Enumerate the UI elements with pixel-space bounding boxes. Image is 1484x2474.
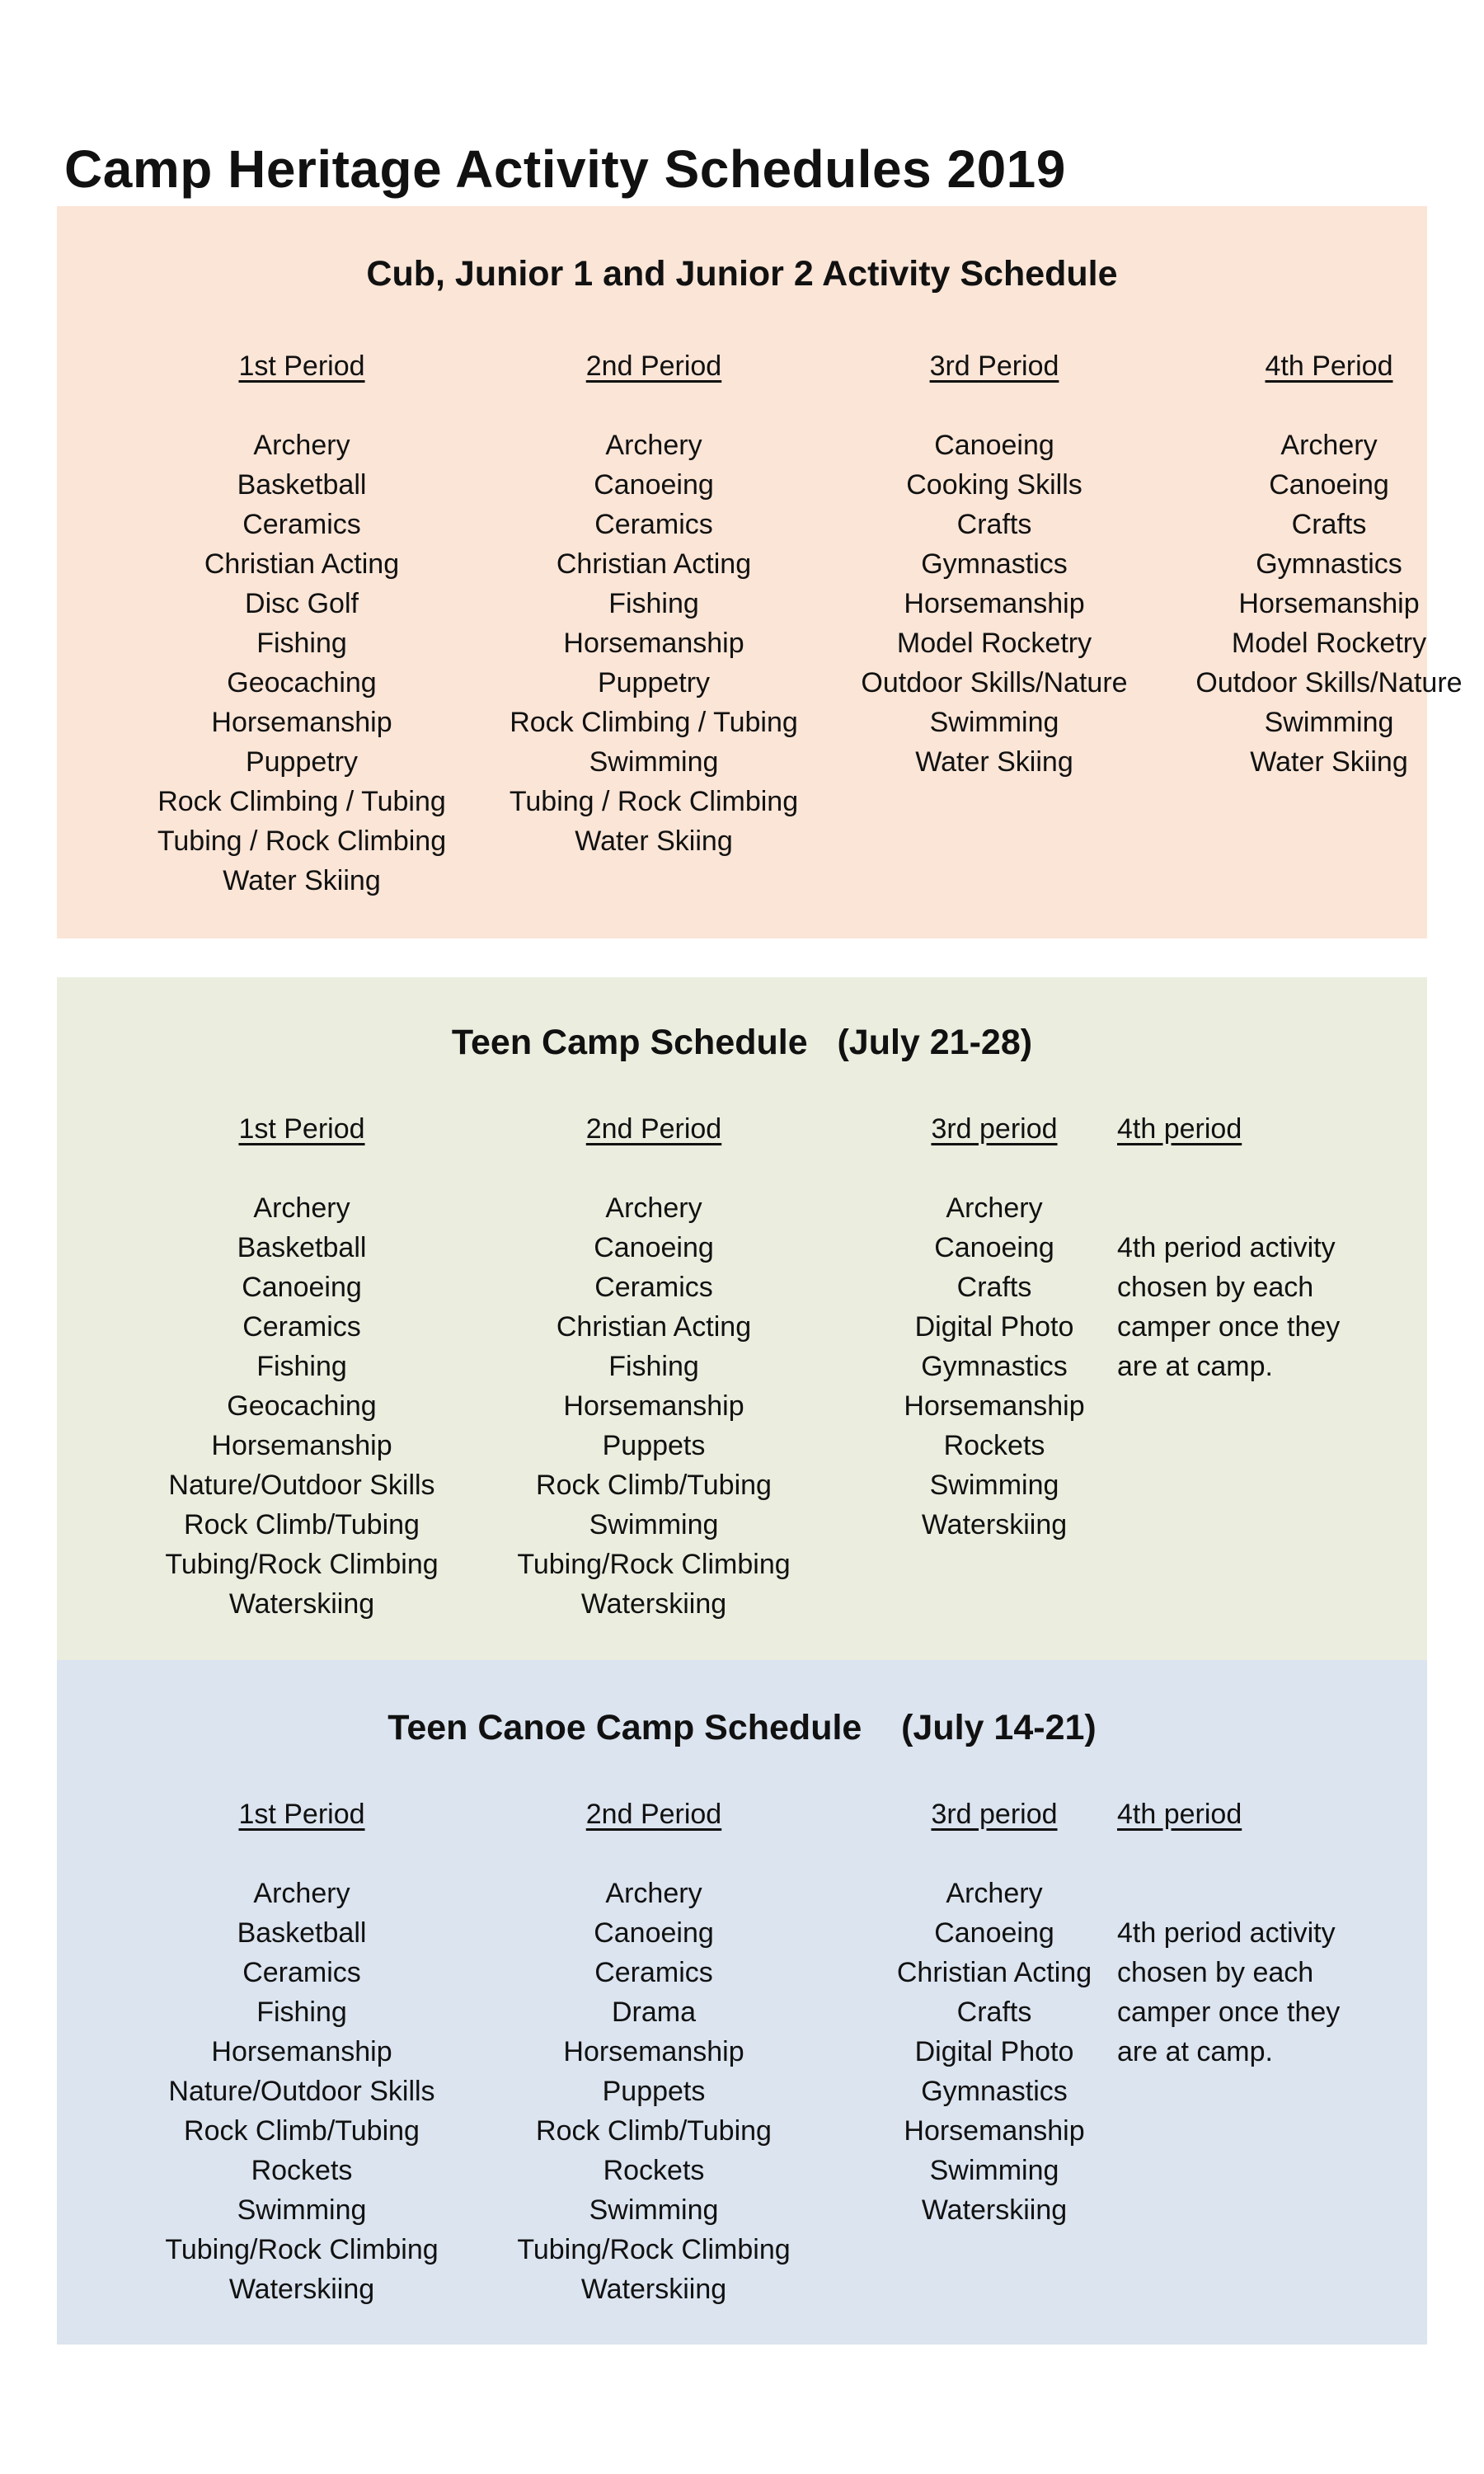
activity-item: Rock Climbing / Tubing	[157, 786, 446, 817]
activity-item: Gymnastics	[921, 1351, 1068, 1382]
activity-item: Christian Acting	[556, 548, 752, 580]
activity-item: Canoeing	[934, 1232, 1054, 1263]
activity-item: Archery	[253, 1878, 350, 1909]
activity-item: Nature/Outdoor Skills	[168, 1470, 435, 1501]
activity-item: Horsemanship	[211, 707, 392, 738]
period-header: 1st Period	[238, 350, 365, 382]
page-title: Camp Heritage Activity Schedules 2019	[64, 139, 1066, 199]
period-column-4	[1148, 346, 1484, 782]
activity-item: Canoeing	[594, 1232, 714, 1263]
activity-item: Archery	[946, 1192, 1043, 1224]
section-title: Cub, Junior 1 and Junior 2 Activity Schedule	[366, 254, 1118, 294]
activity-item: Water Skiing	[575, 825, 733, 857]
activity-item: Archery	[253, 430, 350, 461]
activity-item: Crafts	[956, 1272, 1032, 1303]
activity-item: Crafts	[956, 1997, 1032, 2028]
activity-item: Archery	[605, 1192, 702, 1224]
activity-item: Fishing	[256, 1997, 347, 2028]
activity-item: Canoeing	[934, 1917, 1054, 1949]
activity-item: Basketball	[237, 469, 367, 501]
activity-item: Swimming	[929, 707, 1059, 738]
period-column-1	[120, 1794, 483, 2309]
activity-item: Puppetry	[245, 746, 359, 778]
period-column-4	[1117, 1109, 1480, 1386]
activity-item: Canoeing	[934, 430, 1054, 461]
activity-item: Swimming	[589, 2194, 719, 2226]
section-title: Teen Camp Schedule (July 21-28)	[451, 1023, 1033, 1062]
activity-item: Tubing/Rock Climbing	[165, 1549, 439, 1580]
activity-item: Waterskiing	[921, 1509, 1068, 1540]
activity-item: Basketball	[237, 1232, 367, 1263]
activity-item: Tubing/Rock Climbing	[165, 2234, 439, 2265]
period-header: 2nd Period	[585, 1113, 722, 1145]
activity-item: Horsemanship	[904, 1390, 1085, 1422]
period-column-1	[120, 346, 483, 901]
activity-item: Gymnastics	[1256, 548, 1402, 580]
activity-item: Model Rocketry	[1231, 628, 1427, 659]
activity-item: Canoeing	[1269, 469, 1389, 501]
activity-item: Ceramics	[594, 1957, 713, 1988]
activity-item: Cooking Skills	[906, 469, 1082, 501]
activity-item: Waterskiing	[228, 1588, 375, 1620]
activity-item: Swimming	[237, 2194, 367, 2226]
activity-item: Fishing	[256, 628, 347, 659]
activity-item: Christian Acting	[556, 1311, 752, 1343]
activity-item: Swimming	[589, 1509, 719, 1540]
activity-item: Swimming	[929, 2155, 1059, 2186]
activity-item: Model Rocketry	[896, 628, 1092, 659]
activity-item: Rockets	[251, 2155, 353, 2186]
period-header: 1st Period	[238, 1799, 365, 1830]
activity-item: Christian Acting	[896, 1957, 1092, 1988]
activity-item: Swimming	[1264, 707, 1394, 738]
activity-item: Ceramics	[242, 1957, 361, 1988]
activity-item: Fishing	[608, 1351, 699, 1382]
period-column-2	[472, 346, 835, 861]
activity-item: Nature/Outdoor Skills	[168, 2076, 435, 2107]
activity-item: Ceramics	[242, 509, 361, 540]
activity-item: Gymnastics	[921, 2076, 1068, 2107]
activity-item: Water Skiing	[223, 865, 381, 896]
activity-item: Rock Climb/Tubing	[536, 1470, 772, 1501]
activity-item: Archery	[605, 1878, 702, 1909]
period-column-1	[120, 1109, 483, 1624]
period-header: 1st Period	[238, 1113, 365, 1145]
activity-item: Fishing	[256, 1351, 347, 1382]
activity-item: Archery	[253, 1192, 350, 1224]
period-note: 4th period activity chosen by each camper once they are at camp.	[1117, 1917, 1341, 2067]
activity-item: Outdoor Skills/Nature	[1195, 667, 1463, 698]
activity-item: Rock Climbing / Tubing	[510, 707, 798, 738]
period-header: 3rd Period	[929, 350, 1059, 382]
activity-item: Swimming	[589, 746, 719, 778]
period-column-2	[472, 1109, 835, 1624]
activity-item: Outdoor Skills/Nature	[861, 667, 1128, 698]
activity-item: Rockets	[603, 2155, 705, 2186]
activity-item: Gymnastics	[921, 548, 1068, 580]
activity-item: Puppets	[602, 2076, 706, 2107]
period-header: 2nd Period	[585, 1799, 722, 1830]
activity-item: Canoeing	[594, 1917, 714, 1949]
activity-item: Puppets	[602, 1430, 706, 1461]
activity-item: Crafts	[1291, 509, 1367, 540]
activity-item: Tubing/Rock Climbing	[517, 1549, 791, 1580]
activity-item: Archery	[605, 430, 702, 461]
activity-item: Christian Acting	[204, 548, 400, 580]
activity-item: Ceramics	[594, 1272, 713, 1303]
activity-item: Swimming	[929, 1470, 1059, 1501]
activity-item: Horsemanship	[904, 588, 1085, 619]
activity-item: Rock Climb/Tubing	[184, 2115, 420, 2147]
activity-item: Tubing/Rock Climbing	[517, 2234, 791, 2265]
activity-item: Geocaching	[227, 1390, 377, 1422]
activity-item: Tubing / Rock Climbing	[157, 825, 447, 857]
period-column-4	[1117, 1794, 1480, 2072]
period-header: 4th Period	[1265, 350, 1393, 382]
activity-item: Water Skiing	[915, 746, 1073, 778]
teen-camp-schedule-section	[57, 977, 1427, 1660]
activity-item: Archery	[946, 1878, 1043, 1909]
period-note: 4th period activity chosen by each camper once they are at camp.	[1117, 1232, 1341, 1382]
period-column-2	[472, 1794, 835, 2309]
activity-item: Basketball	[237, 1917, 367, 1949]
period-header: 2nd Period	[585, 350, 722, 382]
activity-item: Tubing / Rock Climbing	[509, 786, 799, 817]
activity-item: Waterskiing	[921, 2194, 1068, 2226]
activity-item: Ceramics	[594, 509, 713, 540]
cub-junior-schedule-section	[57, 206, 1463, 938]
activity-item: Puppetry	[597, 667, 711, 698]
activity-item: Canoeing	[594, 469, 714, 501]
activity-item: Water Skiing	[1250, 746, 1408, 778]
activity-item: Horsemanship	[1238, 588, 1420, 619]
activity-item: Disc Golf	[245, 588, 359, 619]
activity-item: Rock Climb/Tubing	[536, 2115, 772, 2147]
period-header: 3rd period	[931, 1799, 1058, 1830]
activity-item: Digital Photo	[914, 2036, 1074, 2067]
activity-item: Drama	[611, 1997, 697, 2028]
activity-item: Rockets	[943, 1430, 1045, 1461]
period-header: 4th period	[1117, 1113, 1242, 1145]
activity-item: Horsemanship	[563, 1390, 744, 1422]
activity-item: Archery	[1280, 430, 1378, 461]
activity-item: Fishing	[608, 588, 699, 619]
activity-item: Horsemanship	[211, 2036, 392, 2067]
activity-item: Waterskiing	[580, 1588, 727, 1620]
period-header: 4th period	[1117, 1799, 1242, 1830]
section-title: Teen Canoe Camp Schedule (July 14-21)	[387, 1708, 1097, 1747]
activity-item: Horsemanship	[211, 1430, 392, 1461]
activity-item: Waterskiing	[580, 2274, 727, 2305]
activity-item: Digital Photo	[914, 1311, 1074, 1343]
activity-item: Waterskiing	[228, 2274, 375, 2305]
activity-item: Horsemanship	[563, 2036, 744, 2067]
activity-item: Horsemanship	[563, 628, 744, 659]
period-header: 3rd period	[931, 1113, 1058, 1145]
teen-canoe-camp-schedule-section	[57, 1660, 1427, 2345]
activity-item: Crafts	[956, 509, 1032, 540]
activity-item: Ceramics	[242, 1311, 361, 1343]
activity-item: Canoeing	[242, 1272, 362, 1303]
activity-item: Rock Climb/Tubing	[184, 1509, 420, 1540]
period-column-3	[813, 346, 1176, 782]
activity-item: Horsemanship	[904, 2115, 1085, 2147]
activity-item: Geocaching	[227, 667, 377, 698]
